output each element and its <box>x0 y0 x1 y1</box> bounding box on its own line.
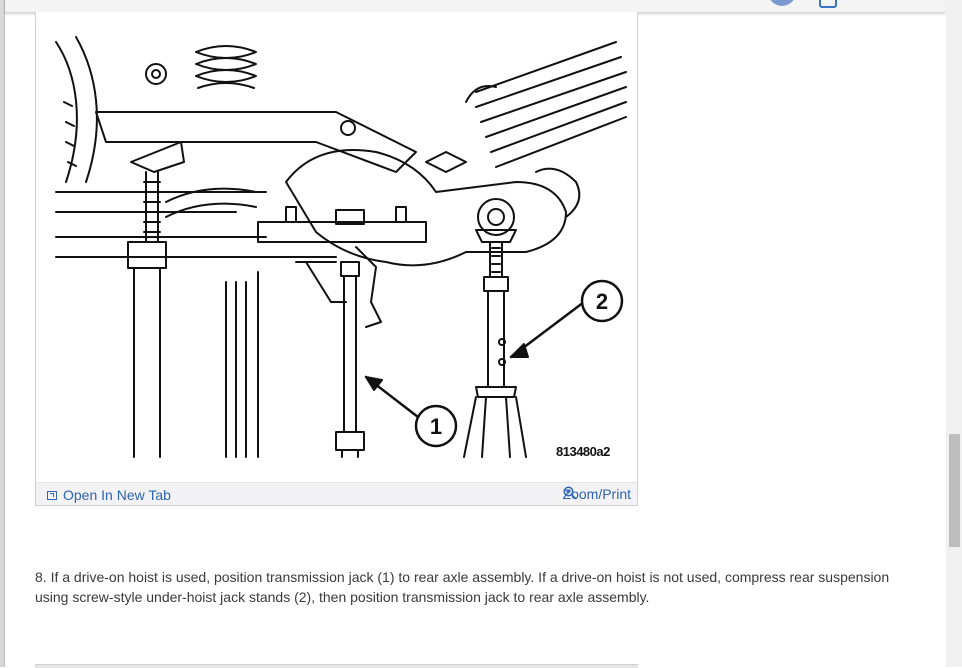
open-in-new-tab-label: Open In New Tab <box>63 487 171 503</box>
zoom-print-label: Zoom/Print <box>562 486 631 502</box>
suspension-jack-diagram <box>36 12 639 482</box>
window-left-border <box>0 0 5 667</box>
user-avatar[interactable] <box>768 0 796 6</box>
callout-1: 1 <box>429 414 443 439</box>
document-icon[interactable] <box>819 0 837 8</box>
zoom-in-icon <box>563 486 577 500</box>
open-in-new-tab-link[interactable] <box>47 487 171 503</box>
callout-2: 2 <box>595 289 609 314</box>
scrollbar-track[interactable] <box>946 0 962 667</box>
procedure-step-8: 8. If a drive-on hoist is used, position transmission jack (1) to rear axle assembly. If a drive-on hoist is not used, compress rear suspension using screw-style under-hoist jack stands (2), then position transmission jack to rear axle assembly. <box>35 569 890 605</box>
zoom-print-link[interactable] <box>563 486 631 502</box>
figure-id-label: 813480a2 <box>556 444 610 459</box>
next-figure-border <box>35 664 638 668</box>
open-in-new-tab-icon <box>47 491 57 500</box>
service-diagram-figure <box>35 12 638 506</box>
scrollbar-thumb[interactable] <box>949 434 960 547</box>
figure-footer <box>36 482 637 505</box>
